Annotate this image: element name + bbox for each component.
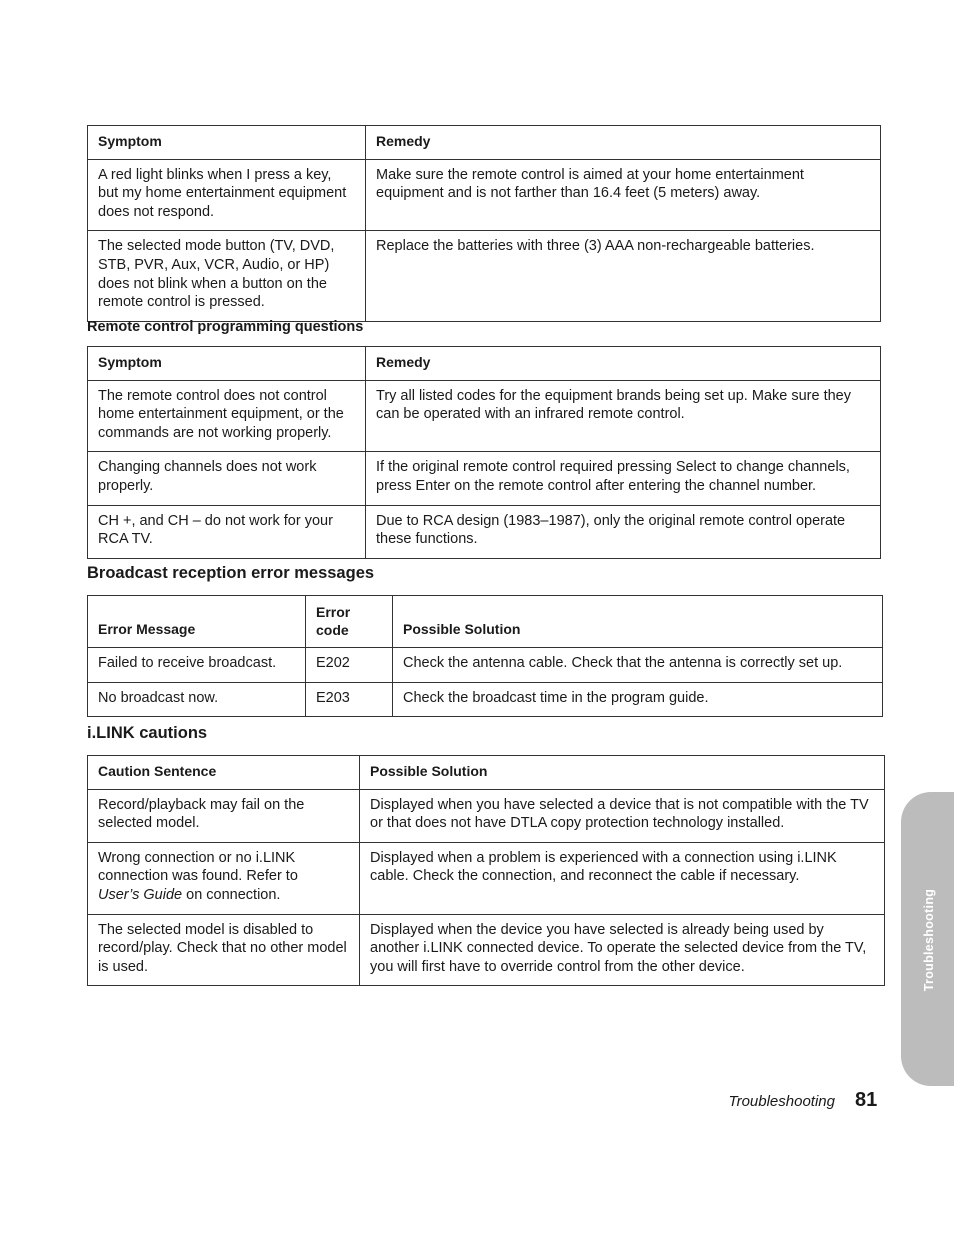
section-heading-programming: Remote control programming questions xyxy=(87,319,364,335)
footer-chapter-label: Troubleshooting xyxy=(728,1093,835,1110)
solution-cell: Displayed when a problem is experienced with a connection using i.LINK cable. Check the connection, and reconnect the cable if necessary. xyxy=(360,842,885,914)
broadcast-errors-table xyxy=(87,595,883,717)
table-row xyxy=(88,231,881,321)
table-header-row xyxy=(88,596,883,648)
solution-cell: Check the antenna cable. Check that the antenna is correctly set up. xyxy=(393,648,883,683)
caution-cell: The selected model is disabled to record/play. Check that no other model is used. xyxy=(88,914,360,986)
solution-cell: Check the broadcast time in the program guide. xyxy=(393,682,883,717)
error-message-cell: No broadcast now. xyxy=(88,682,306,717)
table-row xyxy=(88,914,885,986)
table-row xyxy=(88,842,885,914)
symptom-cell: The remote control does not control home entertainment equipment, or the commands are not working properly. xyxy=(88,380,366,452)
table-row xyxy=(88,789,885,842)
caution-text: on connection. xyxy=(186,886,281,903)
column-header: Error code xyxy=(306,596,393,648)
solution-cell: Displayed when you have selected a device that is not compatible with the TV or that does not have DTLA copy protection technology installed. xyxy=(360,789,885,842)
symptom-cell: A red light blinks when I press a key, but my home entertainment equipment does not respond. xyxy=(88,159,366,231)
column-header: Caution Sentence xyxy=(88,756,360,790)
table-row xyxy=(88,648,883,683)
table-row xyxy=(88,505,881,558)
table-row xyxy=(88,380,881,452)
column-header: Possible Solution xyxy=(393,596,883,648)
caution-cell xyxy=(88,842,360,914)
table-header-row xyxy=(88,126,881,160)
remedy-cell: If the original remote control required pressing Select to change channels, press Enter on the remote control after entering the channel number. xyxy=(366,452,881,505)
table-row xyxy=(88,159,881,231)
table-header-row xyxy=(88,347,881,381)
page-number: 81 xyxy=(855,1089,878,1111)
chapter-side-tab-label: Troubleshooting xyxy=(922,888,936,992)
column-header: Remedy xyxy=(366,126,881,160)
symptom-cell: The selected mode button (TV, DVD, STB, PVR, Aux, VCR, Audio, or HP) does not blink when a button on the remote control is pressed. xyxy=(88,231,366,321)
error-message-cell: Failed to receive broadcast. xyxy=(88,648,306,683)
column-header: Possible Solution xyxy=(360,756,885,790)
caution-cell: Record/playback may fail on the selected model. xyxy=(88,789,360,842)
error-code-cell: E202 xyxy=(306,648,393,683)
remedy-cell: Due to RCA design (1983–1987), only the original remote control operate these functions. xyxy=(366,505,881,558)
users-guide-reference: User’s Guide xyxy=(98,886,183,903)
ilink-cautions-table xyxy=(87,755,885,986)
remedy-cell: Try all listed codes for the equipment brands being set up. Make sure they can be operated with an infrared remote control. xyxy=(366,380,881,452)
remedy-cell: Make sure the remote control is aimed at your home entertainment equipment and is not farther than 16.4 feet (5 meters) away. xyxy=(366,159,881,231)
column-header: Remedy xyxy=(366,347,881,381)
table-row xyxy=(88,682,883,717)
programming-questions-table xyxy=(87,346,881,559)
column-header: Error Message xyxy=(88,596,306,648)
column-header: Symptom xyxy=(88,347,366,381)
section-heading-broadcast: Broadcast reception error messages xyxy=(87,564,375,582)
error-code-cell: E203 xyxy=(306,682,393,717)
remote-symptoms-table xyxy=(87,125,881,322)
remedy-cell: Replace the batteries with three (3) AAA non-rechargeable batteries. xyxy=(366,231,881,321)
caution-text: Wrong connection or no i.LINK connection was found. Refer to xyxy=(98,849,298,885)
symptom-cell: Changing channels does not work properly. xyxy=(88,452,366,505)
symptom-cell: CH +, and CH – do not work for your RCA TV. xyxy=(88,505,366,558)
solution-cell: Displayed when the device you have selected is already being used by another i.LINK connected device. To operate the selected device from the TV, you will first have to override control from the other device. xyxy=(360,914,885,986)
table-header-row xyxy=(88,756,885,790)
column-header: Symptom xyxy=(88,126,366,160)
table-row xyxy=(88,452,881,505)
section-heading-ilink: i.LINK cautions xyxy=(87,724,208,742)
